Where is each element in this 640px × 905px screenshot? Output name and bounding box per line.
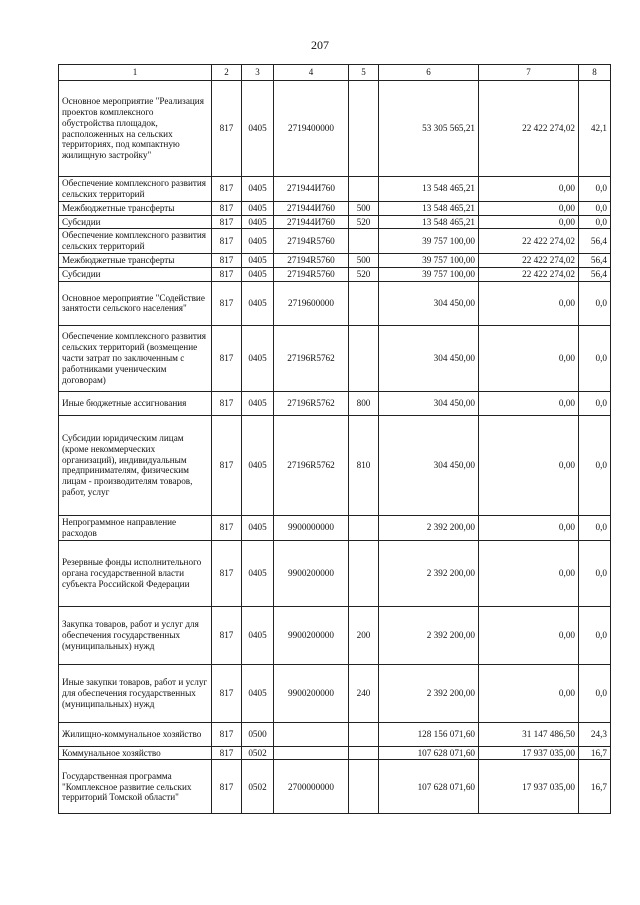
row-plan: 53 305 565,21	[379, 81, 479, 177]
table-row	[59, 229, 611, 254]
row-target: 27196R5762	[274, 391, 349, 415]
row-exp-type	[349, 540, 379, 606]
row-plan: 107 628 071,60	[379, 760, 479, 814]
table-row	[59, 415, 611, 515]
row-section: 0502	[242, 760, 274, 814]
row-percent: 0,0	[579, 515, 611, 540]
row-plan: 107 628 071,60	[379, 746, 479, 760]
row-exec: 0,00	[479, 664, 579, 722]
row-percent: 24,3	[579, 722, 611, 746]
table-row	[59, 281, 611, 325]
row-percent: 0,0	[579, 215, 611, 229]
row-percent: 0,0	[579, 606, 611, 664]
row-plan: 39 757 100,00	[379, 229, 479, 254]
row-name: Основное мероприятие "Содействие занятости сельского населения"	[59, 281, 212, 325]
column-header: 4	[274, 65, 349, 81]
row-section: 0405	[242, 606, 274, 664]
row-exp-type: 810	[349, 415, 379, 515]
row-exp-type	[349, 722, 379, 746]
table-row	[59, 664, 611, 722]
row-plan: 13 548 465,21	[379, 177, 479, 202]
row-gr: 817	[212, 177, 242, 202]
row-exp-type: 240	[349, 664, 379, 722]
table-row	[59, 81, 611, 177]
table-row	[59, 760, 611, 814]
row-section: 0405	[242, 268, 274, 282]
row-exp-type	[349, 281, 379, 325]
row-exec: 0,00	[479, 201, 579, 215]
row-gr: 817	[212, 325, 242, 391]
column-header: 3	[242, 65, 274, 81]
row-exec: 0,00	[479, 325, 579, 391]
row-exp-type	[349, 81, 379, 177]
row-section: 0502	[242, 746, 274, 760]
row-exec: 22 422 274,02	[479, 254, 579, 268]
column-header: 2	[212, 65, 242, 81]
row-plan: 304 450,00	[379, 325, 479, 391]
row-section: 0405	[242, 254, 274, 268]
row-gr: 817	[212, 201, 242, 215]
table-row	[59, 606, 611, 664]
row-target: 2700000000	[274, 760, 349, 814]
row-target: 27194R5760	[274, 268, 349, 282]
row-section: 0405	[242, 177, 274, 202]
row-plan: 2 392 200,00	[379, 664, 479, 722]
row-percent: 16,7	[579, 746, 611, 760]
row-percent: 56,4	[579, 254, 611, 268]
row-plan: 13 548 465,21	[379, 215, 479, 229]
row-gr: 817	[212, 746, 242, 760]
row-gr: 817	[212, 722, 242, 746]
row-exec: 0,00	[479, 177, 579, 202]
row-exp-type	[349, 229, 379, 254]
row-exp-type	[349, 515, 379, 540]
row-gr: 817	[212, 268, 242, 282]
row-exp-type: 500	[349, 254, 379, 268]
row-target: 271944И760	[274, 215, 349, 229]
row-exp-type	[349, 746, 379, 760]
row-plan: 2 392 200,00	[379, 515, 479, 540]
row-percent: 0,0	[579, 325, 611, 391]
row-section: 0405	[242, 201, 274, 215]
budget-table	[58, 64, 611, 814]
row-name: Резервные фонды исполнительного органа государственной власти субъекта Российской Федерации	[59, 540, 212, 606]
row-name: Государственная программа "Комплексное развитие сельских территорий Томской области"	[59, 760, 212, 814]
row-plan: 2 392 200,00	[379, 606, 479, 664]
row-exec: 22 422 274,02	[479, 268, 579, 282]
row-gr: 817	[212, 215, 242, 229]
table-row	[59, 177, 611, 202]
row-target: 2719400000	[274, 81, 349, 177]
row-target	[274, 722, 349, 746]
row-plan: 304 450,00	[379, 415, 479, 515]
row-percent: 0,0	[579, 415, 611, 515]
row-target: 27194R5760	[274, 229, 349, 254]
row-name: Иные закупки товаров, работ и услуг для обеспечения государственных (муниципальных) нужд	[59, 664, 212, 722]
row-exp-type: 500	[349, 201, 379, 215]
row-section: 0405	[242, 664, 274, 722]
row-plan: 39 757 100,00	[379, 268, 479, 282]
row-exec: 0,00	[479, 415, 579, 515]
row-name: Межбюджетные трансферты	[59, 254, 212, 268]
row-exec: 31 147 486,50	[479, 722, 579, 746]
table-row	[59, 268, 611, 282]
row-name: Субсидии юридическим лицам (кроме некоммерческих организаций), индивидуальным предпринимателям, физическим лицам - производителям товаров, работ, услуг	[59, 415, 212, 515]
row-gr: 817	[212, 281, 242, 325]
row-gr: 817	[212, 760, 242, 814]
table-row	[59, 325, 611, 391]
row-gr: 817	[212, 415, 242, 515]
row-section: 0405	[242, 515, 274, 540]
header-row	[59, 65, 611, 81]
row-name: Закупка товаров, работ и услуг для обеспечения государственных (муниципальных) нужд	[59, 606, 212, 664]
row-section: 0405	[242, 229, 274, 254]
row-name: Обеспечение комплексного развития сельских территорий	[59, 177, 212, 202]
row-exp-type	[349, 325, 379, 391]
column-header: 1	[59, 65, 212, 81]
row-target: 9900200000	[274, 606, 349, 664]
column-header: 6	[379, 65, 479, 81]
row-target: 2719600000	[274, 281, 349, 325]
row-target: 27194R5760	[274, 254, 349, 268]
page-number: 207	[311, 38, 329, 52]
row-name: Жилищно-коммунальное хозяйство	[59, 722, 212, 746]
row-section: 0405	[242, 325, 274, 391]
row-percent: 16,7	[579, 760, 611, 814]
row-percent: 56,4	[579, 268, 611, 282]
row-name: Обеспечение комплексного развития сельских территорий (возмещение части затрат по заключенным с работниками ученическим договорам)	[59, 325, 212, 391]
row-section: 0405	[242, 415, 274, 515]
row-section: 0405	[242, 540, 274, 606]
row-section: 0405	[242, 281, 274, 325]
row-target	[274, 746, 349, 760]
row-plan: 39 757 100,00	[379, 254, 479, 268]
table-row	[59, 722, 611, 746]
row-target: 271944И760	[274, 177, 349, 202]
row-plan: 304 450,00	[379, 391, 479, 415]
row-name: Непрограммное направление расходов	[59, 515, 212, 540]
row-exp-type: 520	[349, 268, 379, 282]
row-exec: 17 937 035,00	[479, 746, 579, 760]
row-gr: 817	[212, 515, 242, 540]
row-target: 9900200000	[274, 664, 349, 722]
row-exec: 0,00	[479, 606, 579, 664]
row-percent: 56,4	[579, 229, 611, 254]
row-name: Субсидии	[59, 215, 212, 229]
row-gr: 817	[212, 229, 242, 254]
row-exec: 17 937 035,00	[479, 760, 579, 814]
row-plan: 128 156 071,60	[379, 722, 479, 746]
row-name: Обеспечение комплексного развития сельских территорий	[59, 229, 212, 254]
column-header: 7	[479, 65, 579, 81]
row-exp-type	[349, 760, 379, 814]
row-percent: 42,1	[579, 81, 611, 177]
row-target: 27196R5762	[274, 415, 349, 515]
row-target: 9900200000	[274, 540, 349, 606]
row-name: Основное мероприятие "Реализация проектов комплексного обустройства площадок, расположенных на сельских территориях, под компактную жилищную застройку"	[59, 81, 212, 177]
row-gr: 817	[212, 81, 242, 177]
row-exp-type: 800	[349, 391, 379, 415]
row-percent: 0,0	[579, 281, 611, 325]
row-section: 0405	[242, 391, 274, 415]
table-row	[59, 215, 611, 229]
row-exp-type: 520	[349, 215, 379, 229]
row-exec: 0,00	[479, 391, 579, 415]
row-plan: 304 450,00	[379, 281, 479, 325]
row-exec: 0,00	[479, 281, 579, 325]
row-gr: 817	[212, 391, 242, 415]
row-gr: 817	[212, 606, 242, 664]
row-target: 27196R5762	[274, 325, 349, 391]
table-row	[59, 540, 611, 606]
row-name: Иные бюджетные ассигнования	[59, 391, 212, 415]
row-target: 9900000000	[274, 515, 349, 540]
row-percent: 0,0	[579, 540, 611, 606]
row-gr: 817	[212, 254, 242, 268]
row-exec: 0,00	[479, 515, 579, 540]
row-name: Коммунальное хозяйство	[59, 746, 212, 760]
table-body	[59, 81, 611, 814]
row-exp-type: 200	[349, 606, 379, 664]
table-row	[59, 391, 611, 415]
row-plan: 2 392 200,00	[379, 540, 479, 606]
row-section: 0500	[242, 722, 274, 746]
row-gr: 817	[212, 540, 242, 606]
row-section: 0405	[242, 81, 274, 177]
row-section: 0405	[242, 215, 274, 229]
row-name: Субсидии	[59, 268, 212, 282]
table-row	[59, 515, 611, 540]
row-gr: 817	[212, 664, 242, 722]
row-exec: 22 422 274,02	[479, 81, 579, 177]
row-percent: 0,0	[579, 391, 611, 415]
column-header: 5	[349, 65, 379, 81]
column-header: 8	[579, 65, 611, 81]
row-exp-type	[349, 177, 379, 202]
row-exec: 0,00	[479, 215, 579, 229]
row-plan: 13 548 465,21	[379, 201, 479, 215]
row-name: Межбюджетные трансферты	[59, 201, 212, 215]
table-row	[59, 254, 611, 268]
row-percent: 0,0	[579, 201, 611, 215]
row-exec: 22 422 274,02	[479, 229, 579, 254]
table-header	[59, 65, 611, 81]
row-target: 271944И760	[274, 201, 349, 215]
row-percent: 0,0	[579, 177, 611, 202]
row-exec: 0,00	[479, 540, 579, 606]
row-percent: 0,0	[579, 664, 611, 722]
table-row	[59, 201, 611, 215]
table-row	[59, 746, 611, 760]
